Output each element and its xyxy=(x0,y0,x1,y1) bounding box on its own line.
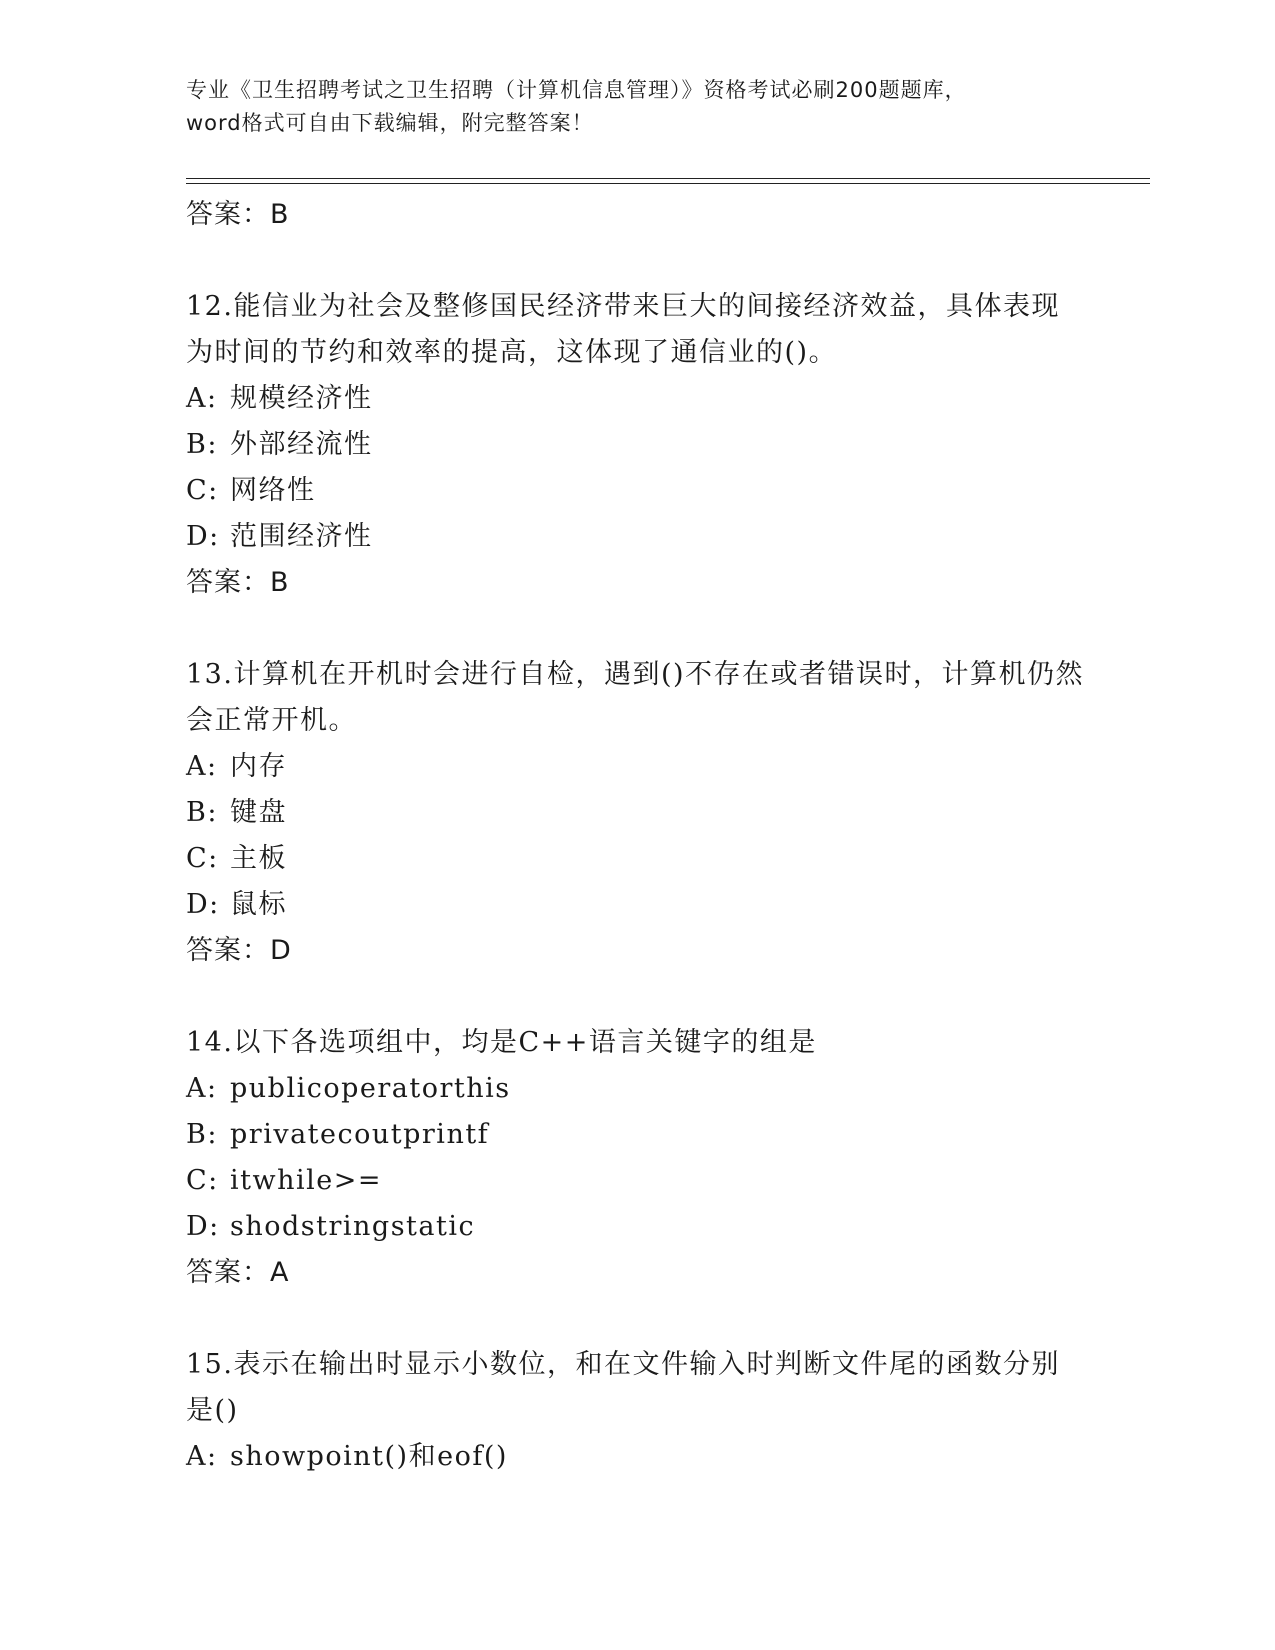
option-key: D: xyxy=(186,521,220,552)
question-block xyxy=(186,284,1086,606)
option-key: C: xyxy=(186,1165,219,1196)
option-key: D: xyxy=(186,1211,220,1242)
option-text: shodstringstatic xyxy=(230,1211,476,1242)
header-rule-bottom xyxy=(186,183,1150,184)
option-text: publicoperatorthis xyxy=(230,1073,511,1104)
question-text: 13.计算机在开机时会进行自检，遇到()不存在或者错误时，计算机仍然会正常开机。 xyxy=(186,659,1085,736)
option-key: D: xyxy=(186,889,220,920)
option-text: 规模经济性 xyxy=(230,383,373,414)
option-key: B: xyxy=(186,797,218,828)
answer-value: D xyxy=(270,935,292,966)
answer-label: 答案： xyxy=(186,199,270,230)
document-header xyxy=(186,74,1086,140)
answer-label: 答案： xyxy=(186,1257,270,1288)
header-line-2: word格式可自由下载编辑，附完整答案！ xyxy=(186,111,594,135)
option-key: A: xyxy=(186,1073,218,1104)
option-text: 外部经流性 xyxy=(230,429,373,460)
question-block xyxy=(186,1020,1086,1296)
option-text: 网络性 xyxy=(230,475,316,506)
question-text: 14.以下各选项组中，均是C++语言关键字的组是 xyxy=(186,1027,817,1058)
answer-line xyxy=(186,192,1086,238)
option-d xyxy=(186,1204,1086,1250)
option-key: A: xyxy=(186,1441,218,1472)
header-line-1: 专业《卫生招聘考试之卫生招聘（计算机信息管理）》资格考试必刷200题题库， xyxy=(186,78,967,102)
option-a xyxy=(186,744,1086,790)
answer-line xyxy=(186,560,1086,606)
question-list xyxy=(186,185,1086,1480)
option-key: B: xyxy=(186,1119,218,1150)
option-key: B: xyxy=(186,429,218,460)
option-key: A: xyxy=(186,751,218,782)
option-key: A: xyxy=(186,383,218,414)
option-c xyxy=(186,468,1086,514)
option-c xyxy=(186,836,1086,882)
option-a xyxy=(186,376,1086,422)
option-text: 键盘 xyxy=(230,797,287,828)
question-text: 15.表示在输出时显示小数位，和在文件输入时判断文件尾的函数分别是() xyxy=(186,1349,1060,1426)
option-text: privatecoutprintf xyxy=(230,1119,490,1150)
option-text: 内存 xyxy=(230,751,287,782)
question-text: 12.能信业为社会及整修国民经济带来巨大的间接经济效益，具体表现为时间的节约和效率的提高，这体现了通信业的()。 xyxy=(186,291,1060,368)
option-d xyxy=(186,514,1086,560)
answer-label: 答案： xyxy=(186,935,270,966)
answer-value: B xyxy=(270,567,290,598)
option-text: 范围经济性 xyxy=(230,521,373,552)
option-text: itwhile>= xyxy=(230,1165,382,1196)
option-c xyxy=(186,1158,1086,1204)
option-key: C: xyxy=(186,475,219,506)
answer-value: B xyxy=(270,199,290,230)
option-d xyxy=(186,882,1086,928)
answer-line xyxy=(186,1250,1086,1296)
option-a xyxy=(186,1066,1086,1112)
question-block xyxy=(186,1342,1086,1480)
option-b xyxy=(186,1112,1086,1158)
question-block xyxy=(186,652,1086,974)
option-key: C: xyxy=(186,843,219,874)
answer-label: 答案： xyxy=(186,567,270,598)
option-a xyxy=(186,1434,1086,1480)
header-rule-top xyxy=(186,178,1150,179)
option-text: showpoint()和eof() xyxy=(230,1441,508,1472)
answer-value: A xyxy=(270,1257,290,1288)
option-b xyxy=(186,790,1086,836)
answer-line xyxy=(186,928,1086,974)
option-b xyxy=(186,422,1086,468)
option-text: 鼠标 xyxy=(230,889,287,920)
option-text: 主板 xyxy=(230,843,287,874)
